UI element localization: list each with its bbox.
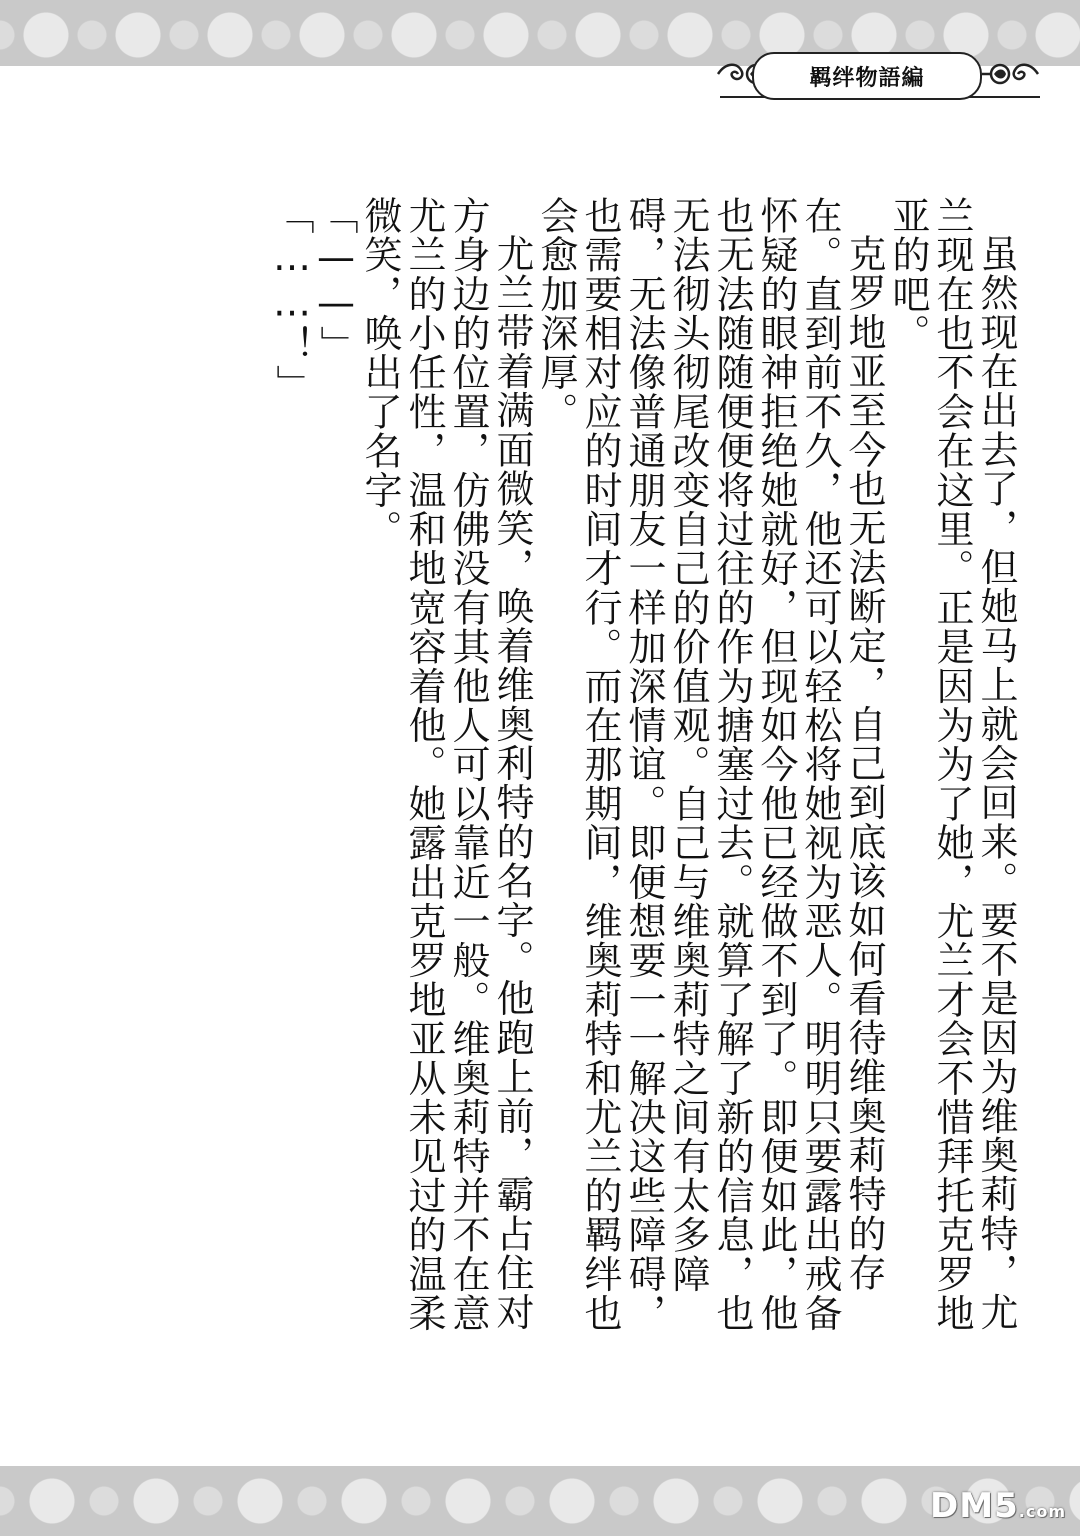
- chapter-title-badge: 羁绊物語編: [752, 52, 982, 100]
- bottom-decorative-band: [0, 1466, 1080, 1536]
- paragraph-3: 尤兰带着满面微笑，唤着维奥利特的名字。他跑上前，霸占住对方身边的位置，仿佛没有其他人可以靠近一般。维奥莉特并不在意尤兰的小任性，温和地宽容着他。她露出克罗地亚从未见过的温柔微笑，唤出了名字。: [358, 196, 534, 1333]
- watermark-suffix: .com: [1018, 1502, 1066, 1521]
- dialog-line-2: 「……！」: [270, 196, 314, 404]
- paragraph-1: 虽然现在出去了，但她马上就会回来。要不是因为维奥莉特，尤兰现在也不会在这里。正是因为为了她，尤兰才会不惜拜托克罗地亚的吧。: [886, 196, 1018, 1333]
- site-watermark: [930, 1486, 1066, 1526]
- vertical-body-text: [270, 196, 1018, 1336]
- paragraph-2: 克罗地亚至今也无法断定，自己到底该如何看待维奥莉特的存在。直到前不久，他还可以轻松将她视为恶人。明明只要露出戒备怀疑的眼神拒绝她就好，但现如今他已经做不到了。即便如此，他也无法随随便便将过往的作为搪塞过去。就算了解了新的信息，也无法彻头彻尾改变自己的价值观。自己与维奥莉特之间有太多障碍，无法像普通朋友一样加深情谊。即便想要一一解决这些障碍，也需要相对应的时间才行。而在那期间，维奥莉特和尤兰的羁绊也会愈加深厚。: [534, 196, 886, 1333]
- dialog-line-1: 「——」: [314, 196, 358, 365]
- right-flourish-icon: [980, 60, 1040, 88]
- watermark-brand: DM5: [930, 1486, 1019, 1526]
